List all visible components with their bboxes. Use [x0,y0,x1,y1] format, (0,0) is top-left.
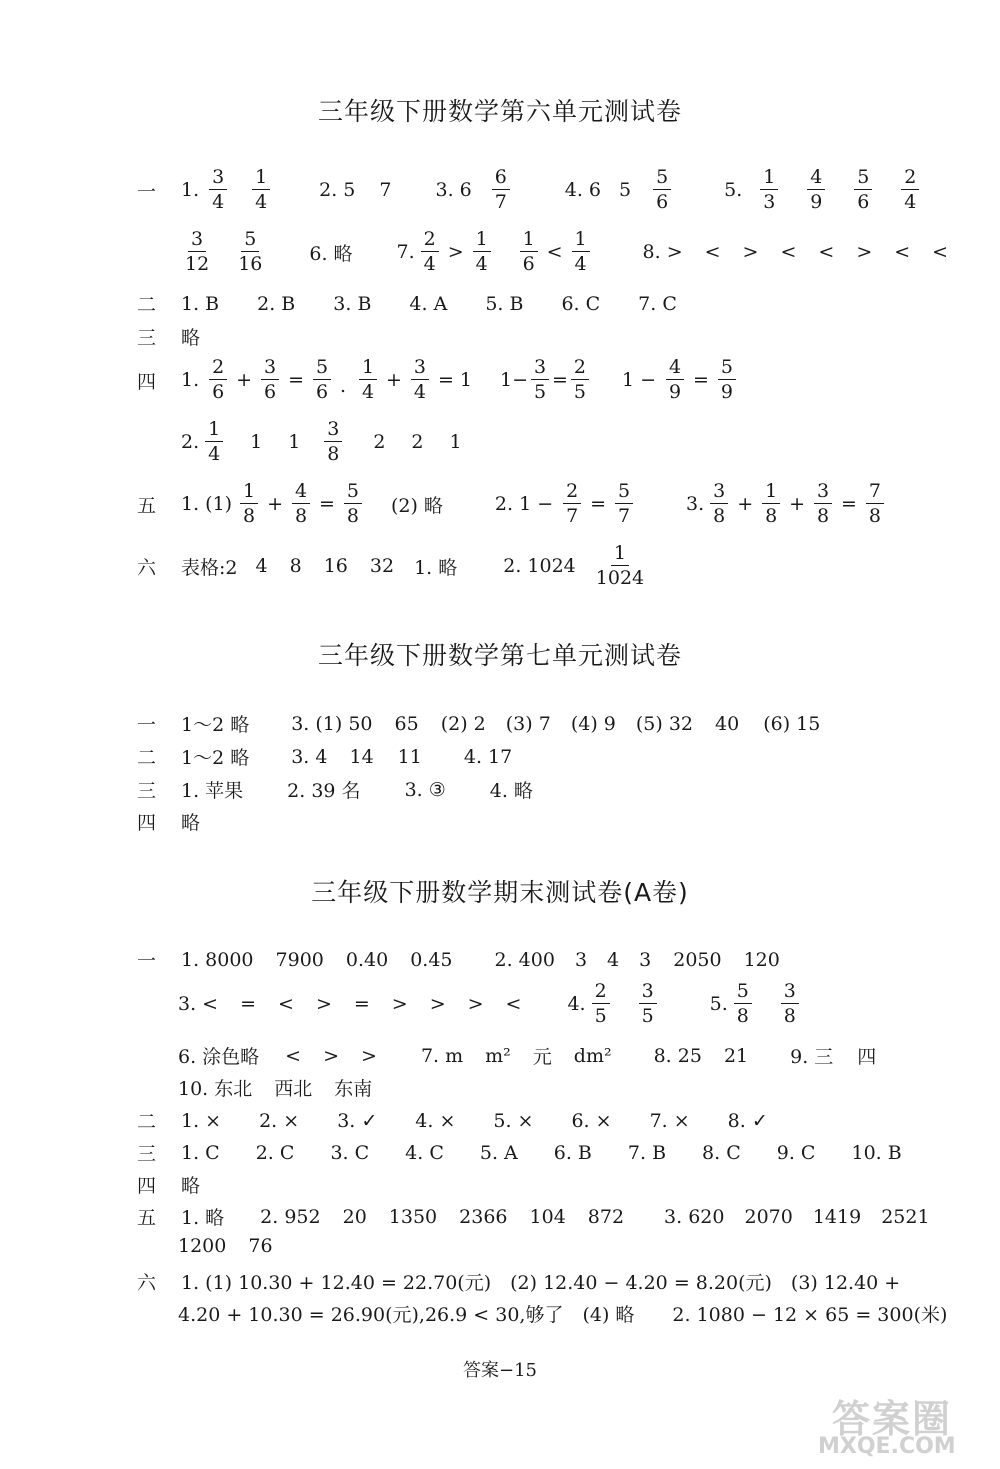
answer: 6. × [571,1109,612,1132]
plus-sign: + [267,493,284,515]
fraction: $\frac{3}{4}$ [411,358,429,402]
answer: 3. ③ [404,778,446,801]
answer: 3. (1) 50 [291,712,373,735]
compare-sign: = [240,993,257,1015]
unit7-title: 三年级下册数学第七单元测试卷 [317,641,682,670]
answer: 4 [607,948,620,971]
answer: 2. × [259,1109,300,1132]
f-row1d [178,1074,372,1101]
answer: 20 [342,1205,367,1228]
f-row4 [137,1171,200,1198]
item-no: 3. [686,493,705,515]
answer: 104 [529,1205,566,1228]
f-row6b [178,1300,947,1327]
item-no: 4. 6 [564,179,602,201]
item-no: 1. [181,369,200,391]
answer: 略 [181,1175,201,1197]
plus-sign: + [737,493,754,515]
fraction: $\frac{5}{9}$ [718,358,736,402]
item-no: 5. [709,993,728,1015]
answer: 5 [619,179,632,201]
answer: 3 [574,948,588,971]
fraction: $\frac{1}{4}$ [359,358,377,402]
plus-sign: + [789,493,806,515]
answer: 1. C [181,1141,220,1164]
answer: 8. ✓ [727,1109,768,1132]
answer: 7 [379,179,392,201]
section-label: 一 [137,714,157,736]
fraction: $\frac{3}{12}$ [185,228,210,275]
answer: 2070 [744,1205,793,1228]
equals-sign: = [590,493,607,515]
answer: 1. × [181,1109,222,1132]
answer: 1. 苹果 [181,780,244,802]
f-row3 [137,1139,902,1166]
compare-sign: > [742,241,759,263]
answer: 6. C [561,292,601,315]
answer: (5) 32 [635,712,693,735]
answer: 1 [288,431,301,453]
compare-sign: < [894,241,911,263]
fraction: $\frac{7}{8}$ [866,482,884,526]
answer: 略 [181,327,201,349]
answer: 4. 略 [489,780,533,802]
compare-sign: > [361,1044,377,1067]
answer: 表格:2 [181,556,238,579]
separator: . [339,375,347,397]
answer: 16 [323,555,348,577]
greater-sign: > [447,241,464,263]
plus-sign: + [236,369,253,391]
f-row1c [178,1042,876,1069]
answer: 2521 [881,1205,930,1228]
fraction: $\frac{2}{5}$ [571,358,589,402]
answer: 四 [857,1046,877,1068]
answer: m² [485,1044,511,1067]
answer: 5. B [485,292,524,315]
fraction: $\frac{3}{4}$ [209,168,227,212]
section-label: 五 [137,494,157,517]
answer: 1 [250,431,263,453]
answer: 0.40 [345,948,389,971]
answer: 2. B [257,292,296,315]
answer: 1. B [181,292,220,315]
answer: 11 [397,745,422,768]
item-no: 2. 5 [319,179,356,201]
compare-sign: > [856,241,873,263]
equals-sign: = [319,493,335,515]
answer: 6. 涂色略 [178,1046,260,1068]
fraction: $\frac{1}{4}$ [252,168,270,212]
compare-sign: = [353,993,370,1015]
u6-q5 [137,482,887,526]
item-no: 5. [724,179,743,201]
answer: 2. 952 [260,1205,321,1228]
f-row6a [137,1268,900,1295]
answer: 1～2 略 [181,747,250,769]
u7-row1 [137,710,820,737]
answer: 2366 [459,1205,508,1228]
fraction: $\frac{5}{16}$ [238,228,263,275]
section-label: 一 [137,180,157,203]
fraction: $\frac{1}{8}$ [762,482,780,526]
answer: 14 [349,745,374,768]
compare-sign: > [429,993,446,1015]
expression: 1 − [621,369,657,391]
answer: 2. 400 [494,948,555,971]
answer: 1. 8000 [181,948,254,971]
fraction: $\frac{4}{8}$ [292,482,310,526]
compare-sign: > [315,993,332,1015]
answer: 8. 25 [653,1044,702,1067]
fraction: $\frac{4}{9}$ [807,168,825,212]
answer: 2. 39 名 [287,780,361,802]
answer-line: 4.20 + 10.30 = 26.90(元),26.9 < 30,够了 (4) 略 2. 1080 − 12 × 65 = 300(米) [178,1304,948,1326]
equals-sign: = [841,493,857,515]
answer: 3. C [330,1141,370,1164]
fraction: $\frac{3}{8}$ [710,482,728,526]
fraction: $\frac{3}{8}$ [814,482,832,526]
u7-row4 [137,808,200,835]
fraction: $\frac{6}{7}$ [492,168,510,212]
answer: 0.45 [410,948,453,971]
answer: 3 [639,948,652,971]
answer: (6) 15 [763,712,821,735]
page-number: 答案−15 [463,1360,537,1381]
f-row2 [137,1107,768,1134]
fraction: $\frac{2}{5}$ [592,982,610,1026]
fraction: $\frac{3}{5}$ [639,982,657,1026]
answer: 1. 略 [414,556,458,579]
answer: 2. C [255,1141,295,1164]
compare-sign: < [818,241,835,263]
answer: 32 [369,555,395,577]
plus-sign: + [386,369,402,391]
expression: 1− [500,369,529,391]
compare-sign: > [391,993,408,1015]
equals-sign: = [693,369,709,391]
answer: 4. A [409,292,448,315]
fraction: $\frac{5}{7}$ [615,482,633,526]
section-label: 五 [137,1207,157,1229]
answer: 10. B [851,1141,902,1164]
item-no: 6. 略 [309,242,353,265]
item-no: 2. 1 − [494,493,554,515]
answer: 3. ✓ [337,1109,378,1132]
section-label: 四 [137,1175,157,1197]
answer: 1. 略 [181,1207,225,1229]
fraction: $\frac{3}{8}$ [324,420,342,464]
item-no: 1. (1) [181,493,233,515]
section-label: 一 [137,950,157,972]
u6-q1-line1 [137,168,922,212]
u6-q2 [137,290,677,317]
answer: 1200 [178,1235,227,1257]
u6-q3 [137,323,200,350]
item-no: 4. [567,993,586,1015]
equals-sign: = [552,369,568,391]
answer: 76 [248,1235,273,1257]
section-label: 二 [137,294,157,316]
compare-sign: < [932,241,949,263]
fraction: $\frac{1}{3}$ [760,168,778,212]
u7-row3 [137,776,533,803]
compare-sign: < [278,993,294,1015]
compare-sign: < [780,241,797,263]
answer-line: 1. (1) 10.30 + 12.40 = 22.70(元) (2) 12.40 − 4.20 = 8.20(元) (3) 12.40 + [181,1272,901,1294]
watermark-logo: 答案圈 [832,1397,953,1441]
answer: 2 [411,431,424,453]
answer: 1350 [388,1205,438,1228]
section-label: 二 [137,1111,157,1133]
answer: 9. 三 [790,1046,834,1068]
answer: 3. < [178,993,219,1015]
answer: 65 [394,712,419,735]
answer: 6. B [553,1141,592,1164]
fraction: $\frac{2}{4}$ [421,230,439,274]
fraction: $\frac{1}{6}$ [520,230,538,274]
u6-q4-line2 [181,420,462,464]
compare-sign: < [285,1044,302,1067]
answer: 9. C [776,1141,816,1164]
u6-q4-line1 [137,358,739,402]
answer: 120 [743,948,780,971]
item-no: 2. 1024 [503,555,576,577]
fraction: $\frac{1}{1024}$ [595,542,645,589]
answer: 7. B [627,1141,667,1164]
answer: (2) 略 [390,494,443,517]
compare-sign: > [467,993,484,1015]
answer: 2050 [673,948,722,971]
answer: 872 [587,1205,625,1228]
answer: 略 [181,812,201,834]
f-row1b [178,982,802,1026]
answer: 1～2 略 [181,714,250,736]
u6-q1-line2 [180,230,948,274]
answer: (3) 7 [505,712,551,735]
fraction: $\frac{1}{4}$ [205,420,223,464]
item-no: 2. [181,431,200,453]
fraction: $\frac{2}{6}$ [209,358,227,402]
watermark-url: MXQE.COM [818,1434,956,1459]
item-no: 8. > [642,241,683,263]
final-title: 三年级下册数学期末测试卷(A卷) [311,878,689,907]
answer: 4. C [405,1141,444,1164]
fraction: $\frac{5}{6}$ [653,168,671,212]
answer: 8. C [702,1141,741,1164]
answer: 7. C [638,292,677,315]
fraction: $\frac{2}{4}$ [901,168,919,212]
section-label: 三 [137,1143,157,1165]
answer: 1419 [812,1205,862,1228]
section-label: 四 [137,370,157,393]
f-row5a [137,1203,930,1230]
answer: 3. B [333,292,372,315]
answer: (4) 9 [570,712,616,735]
equals-sign: = [288,369,304,391]
fraction: $\frac{5}{6}$ [854,168,872,212]
answer: 3. 4 [291,745,328,768]
answer: 5. A [479,1141,518,1164]
answer: 5. × [493,1109,534,1132]
u7-row2 [137,743,512,770]
compare-sign: < [704,241,721,263]
answer: 东南 [334,1078,373,1100]
fraction: $\frac{2}{7}$ [563,482,581,526]
section-label: 三 [137,780,157,802]
result: = 1 [437,369,473,391]
item-no: 1. [181,179,200,201]
section-label: 六 [137,556,157,579]
less-sign: < [546,241,563,263]
section-label: 三 [137,327,157,349]
fraction: $\frac{5}{8}$ [734,982,752,1026]
answer: 40 [715,712,740,735]
answer: 1 [449,431,462,453]
section-label: 六 [137,1272,157,1294]
fraction: $\frac{5}{6}$ [313,358,331,402]
f-row5b [178,1235,273,1257]
compare-sign: < [505,993,522,1015]
f-row1a [137,946,780,973]
answer: 西北 [274,1078,313,1100]
item-no: 3. 6 [435,179,472,201]
answer: 元 [532,1046,552,1068]
fraction: $\frac{4}{9}$ [666,358,684,402]
fraction: $\frac{3}{8}$ [781,982,799,1026]
answer: (2) 2 [440,712,486,735]
answer: 10. 东北 [178,1078,253,1100]
answer: 4. 17 [463,745,513,768]
answer: 3. 620 [664,1205,725,1228]
answer: dm² [573,1044,612,1067]
answer: 21 [723,1044,749,1067]
fraction: $\frac{1}{8}$ [240,482,258,526]
u6-q6 [137,544,649,588]
fraction: $\frac{5}{8}$ [344,482,362,526]
answer: 7. × [649,1109,690,1132]
answer: 4 [255,555,268,577]
answer: 4. × [415,1109,456,1132]
fraction: $\frac{1}{4}$ [572,230,590,274]
fraction: $\frac{1}{4}$ [473,230,491,274]
answer: 2 [373,431,386,453]
fraction: $\frac{3}{6}$ [261,358,279,402]
compare-sign: > [323,1044,340,1067]
unit6-title: 三年级下册数学第六单元测试卷 [317,97,682,126]
answer: 7900 [275,948,324,971]
section-label: 二 [137,747,157,769]
item-no: 7. [396,241,415,263]
section-label: 四 [137,812,157,834]
answer: 7. m [420,1044,464,1067]
answer: 8 [289,555,302,577]
fraction: $\frac{3}{5}$ [531,358,549,402]
